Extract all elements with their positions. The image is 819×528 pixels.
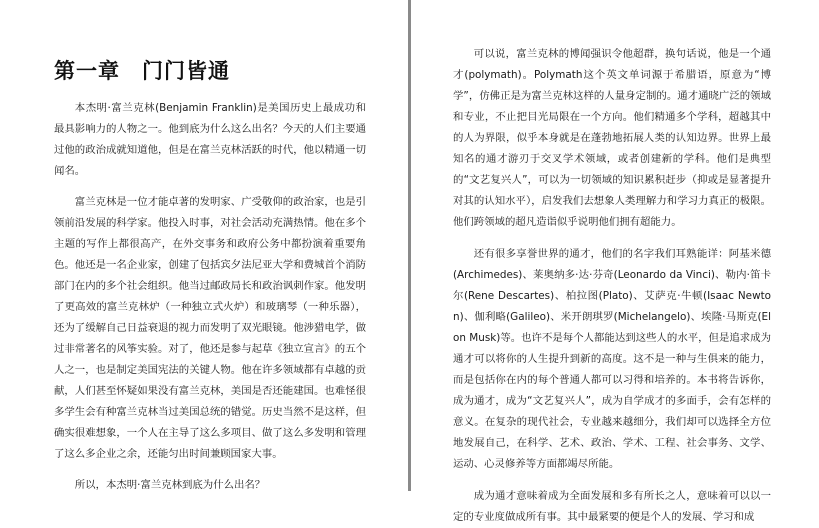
paragraph: 本杰明·富兰克林(Benjamin Franklin)是美国历史上最成功和最具影响力的人物之一。他到底为什么这么出名？今天的人们主要通过他的政治成就知道他，但是在富兰克林活跃的时代，他以精通一切闻名。 — [54, 102, 366, 177]
paragraph: 富兰克林是一位才能卓著的发明家、广受敬仰的政治家，也是引领前沿发展的科学家。他投入时事，对社会活动充满热情。他在多个主题的写作上都很高产，在外交事务和政府公务中都扮演着重要角色。他还是一名企业家，创建了包括宾夕法尼亚大学和费城首个消防部门在内的多个社会组织。他当过邮政局长和政治讽刺作家。他发明了更高效的富兰克林炉（一种独立式火炉）和玻璃琴（一种乐器），还为了缓解自己日益衰退的视力而发明了双光眼镜。他涉猎电学，做过非常著名的风筝实验。对了，他还是参与起草《独立宣言》的五个人之一，也是制定美国宪法的关键人物。他在许多领域都有卓越的贡献，人们甚至怀疑如果没有富兰克林，美国是否还能建国。也难怪很多学生会有种富兰克林当过美国总统的错觉。历史当然不是这样，但确实很难想象，一个人在主导了这么多项目、做了这么多发明和管理了这么多企业之余，还能匀出时间兼顾国家大事。 — [54, 196, 366, 460]
paragraph: 所以，本杰明·富兰克林到底为什么出名？ — [74, 479, 266, 491]
left-page — [0, 0, 408, 491]
paragraph: 成为通才意味着成为全面发展和多有所长之人，意味着可以以一定的专业度做成所有事。其中最紧要的便是个人的发展、学习和成 — [453, 490, 771, 523]
right-page — [411, 0, 819, 523]
paragraph: 还有很多享誉世界的通才，他们的名字我们耳熟能详：阿基米德(Archimedes)、莱奥纳多·达·芬奇(Leonardo da Vinci)、勒内·笛卡尔(Rene Descartes)、柏拉图(Plato)、艾萨克·牛顿(Isaac Newton)、伽利略(Galileo)、米开朗琪罗(Michelangelo)、埃隆·马斯克(Elon Musk)等。也许不是每个人都能达到这些人的水平，但是追求成为通才可以将你的人生提升到新的高度。这不是一种与生俱来的能力，而是包括你在内的每个普通人都可以习得和培养的。本书将告诉你，成为通才，成为“文艺复兴人”，成为自学成才的多面手，会有怎样的意义。在复杂的现代社会，专业越来越细分，我们却可以选择全方位地发展自己，在科学、艺术、政治、学术、工程、社会事务、文学、运动、心灵修养等方面都竭尽所能。 — [453, 248, 771, 470]
paragraph: 可以说，富兰克林的博闻强识令他超群，换句话说，他是一个通才(polymath)。Polymath这个英文单词源于希腊语，原意为“博学”，仿佛正是为富兰克林这样的人量身定制的。通才通晓广泛的领域和专业，不止把目光局限在一个方向。他们精通多个学科，超越其中的人为界限，似乎本身就是在蓬勃地拓展人类的认知边界。世界上最知名的通才游刃于交叉学术领域，或者创建新的学科。他们是典型的“文艺复兴人”，可以为一切领域的知识累积赶步（抑或是显著提升对其的认知水平），启发我们去想象人类理解力和学习力真正的极限。他们跨领域的超凡造诣似乎说明他们拥有超能力。 — [453, 48, 771, 228]
chapter-title: 第一章 门门皆通 — [54, 59, 230, 83]
